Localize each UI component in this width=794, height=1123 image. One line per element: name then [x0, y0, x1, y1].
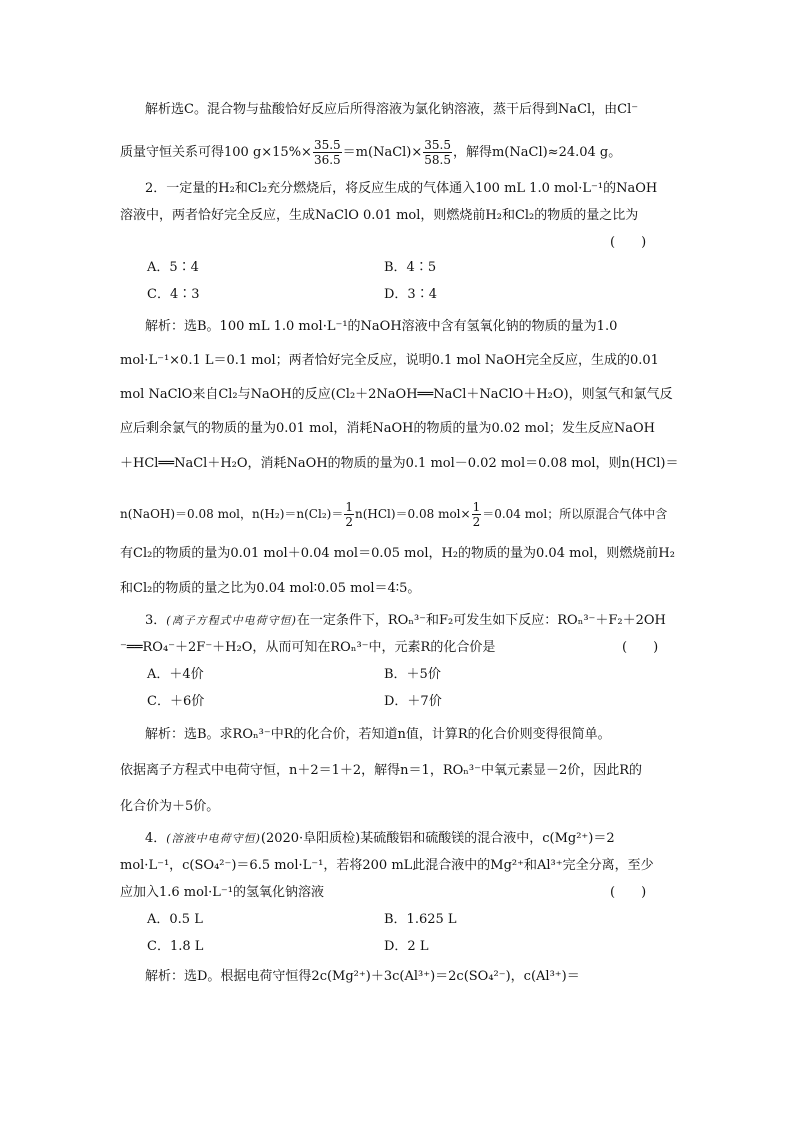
q1-explanation-text-c: ，解得m(NaCl)≈24.04 g。 — [452, 145, 622, 160]
q3-stem-line-1 — [145, 612, 666, 630]
q2-stem-line-1: 2．一定量的H₂和Cl₂充分燃烧后，将反应生成的气体通入100 mL 1.0 mol·L⁻¹的NaOH — [145, 181, 658, 196]
q2-explanation-line-7: 有Cl₂的物质的量为0.01 mol＋0.04 mol＝0.05 mol，H₂的物质的量为0.04 mol，则燃烧前H₂ — [120, 546, 675, 561]
q4-topic-tag: (溶液中电荷守恒) — [166, 832, 261, 845]
q4-option-c: C．1.8 L — [147, 939, 204, 954]
q4-stem-text: (2020·阜阳质检)某硫酸铝和硫酸镁的混合液中，c(Mg²⁺)＝2 — [260, 831, 615, 846]
fraction-35.5-58.5: $\frac{35.5}{58.5}$ — [424, 138, 451, 167]
q3-option-c: C．＋6价 — [147, 694, 205, 709]
q4-option-b: B．1.625 L — [384, 912, 457, 927]
q2-option-c: C．4∶3 — [147, 287, 200, 302]
q2-explanation-text-b: n(HCl)＝0.08 mol× — [354, 507, 471, 521]
q2-explanation-line-6 — [120, 500, 667, 529]
q4-number: 4． — [145, 831, 167, 846]
q2-option-b: B．4∶5 — [384, 260, 437, 275]
q2-explanation-line-5: ＋HCl══NaCl＋H₂O，消耗NaOH的物质的量为0.1 mol－0.02 mol＝0.08 mol，则n(HCl)＝ — [120, 456, 679, 471]
q3-stem-line-2: ⁻══RO₄⁻＋2F⁻＋H₂O，从而可知在ROₙ³⁻中，元素R的化合价是 — [120, 640, 496, 655]
q3-stem-text: 在一定条件下，ROₙ³⁻和F₂可发生如下反应：ROₙ³⁻＋F₂＋2OH — [296, 613, 666, 628]
q3-explanation-line-2: 依据离子方程式中电荷守恒，n＋2＝1＋2，解得n＝1，ROₙ³⁻中氧元素显－2价，因此R的 — [120, 763, 643, 778]
q4-explanation-line-1: 解析：选D。根据电荷守恒得2c(Mg²⁺)＋3c(Al³⁺)＝2c(SO₄²⁻)，c(Al³⁺)＝ — [145, 969, 580, 984]
q4-option-a: A．0.5 L — [147, 912, 203, 927]
q2-option-d: D．3∶4 — [384, 287, 437, 302]
q3-option-d: D．＋7价 — [384, 694, 442, 709]
q3-answer-paren: ( ) — [622, 640, 659, 655]
q2-explanation-text-c: ＝0.04 mol；所以原混合气体中含 — [482, 507, 668, 521]
q1-explanation-line-2 — [120, 138, 621, 167]
q2-explanation-text-a: n(NaOH)＝0.08 mol，n(H₂)＝n(Cl₂)＝ — [120, 507, 344, 521]
q3-number: 3． — [145, 613, 167, 628]
q1-explanation-text-b: ＝m(NaCl)× — [342, 145, 423, 160]
q3-explanation-line-1: 解析：选B。求ROₙ³⁻中R的化合价，若知道n值，计算R的化合价则变得很简单。 — [145, 727, 611, 742]
q3-topic-tag: (离子方程式中电荷守恒) — [166, 614, 297, 627]
q3-explanation-line-3: 化合价为＋5价。 — [120, 799, 220, 814]
q2-explanation-line-8: 和Cl₂的物质的量之比为0.04 mol∶0.05 mol＝4∶5。 — [120, 581, 421, 596]
q4-stem-line-3: 应加入1.6 mol·L⁻¹的氢氧化钠溶液 — [120, 885, 324, 900]
q1-explanation-text-a: 质量守恒关系可得100 g×15%× — [120, 145, 312, 160]
q2-answer-paren: ( ) — [610, 235, 647, 250]
fraction-35.5-36.5: $\frac{35.5}{36.5}$ — [313, 138, 341, 167]
q2-stem-line-2: 溶液中，两者恰好完全反应，生成NaClO 0.01 mol，则燃烧前H₂和Cl₂的物质的量之比为 — [120, 208, 639, 223]
q4-answer-paren: ( ) — [610, 885, 647, 900]
q2-explanation-line-3: mol NaClO来自Cl₂与NaOH的反应(Cl₂＋2NaOH══NaCl＋NaClO＋H₂O)，则氢气和氯气反 — [120, 387, 673, 402]
q3-option-b: B．＋5价 — [384, 667, 441, 682]
q4-option-d: D．2 L — [384, 939, 429, 954]
q4-stem-line-1 — [145, 830, 615, 848]
q2-explanation-line-4: 应后剩余氯气的物质的量为0.01 mol，消耗NaOH的物质的量为0.02 mol；发生反应NaOH — [120, 421, 656, 436]
fraction-one-half-2: $\frac{1}{2}$ — [472, 500, 481, 529]
fraction-one-half: $\frac{1}{2}$ — [345, 500, 353, 529]
q2-explanation-line-1: 解析：选B。100 mL 1.0 mol·L⁻¹的NaOH溶液中含有氢氧化钠的物质的量为1.0 — [145, 319, 618, 334]
q2-explanation-line-2: mol·L⁻¹×0.1 L＝0.1 mol；两者恰好完全反应，说明0.1 mol NaOH完全反应，生成的0.01 — [120, 353, 659, 368]
q2-option-a: A．5∶4 — [147, 260, 199, 275]
q1-explanation-line-1: 解析选C。混合物与盐酸恰好反应后所得溶液为氯化钠溶液，蒸干后得到NaCl，由Cl⁻ — [145, 102, 639, 117]
q3-option-a: A．＋4价 — [147, 667, 204, 682]
q4-stem-line-2: mol·L⁻¹，c(SO₄²⁻)＝6.5 mol·L⁻¹，若将200 mL此混合液中的Mg²⁺和Al³⁺完全分离，至少 — [120, 858, 654, 873]
